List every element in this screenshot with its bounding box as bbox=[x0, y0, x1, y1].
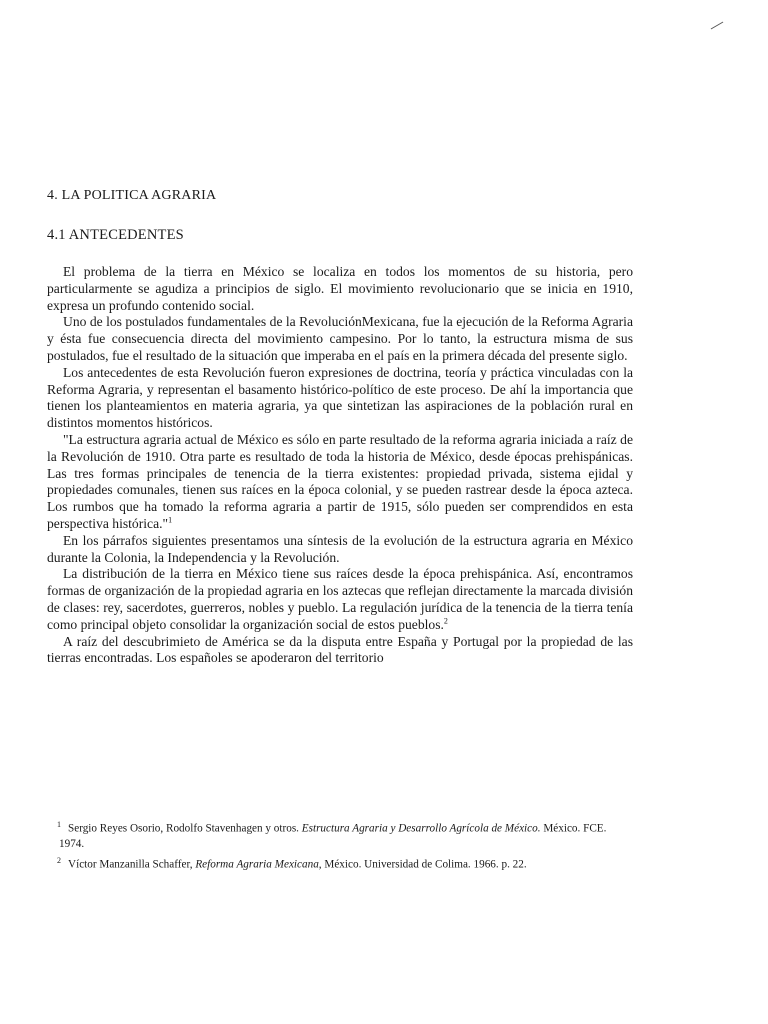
document-page bbox=[47, 0, 633, 1024]
paragraph: Uno de los postulados fundamentales de la RevoluciónMexicana, fue la ejecución de la Reforma Agraria y ésta fue consecuencia directa del movimiento campesino. Por lo tanto, la estructura misma de sus postulados, fue el resultado de la situación que imperaba en el país en la primera década del presente siglo. bbox=[47, 314, 633, 363]
paragraph: A raíz del descubrimieto de América se da la disputa entre España y Portugal por la propiedad de las tierras encontradas. Los españoles se apoderaron del territorio bbox=[47, 633, 633, 666]
footnote-number: 1 bbox=[57, 820, 61, 829]
body-text bbox=[47, 264, 633, 667]
paragraph bbox=[47, 566, 633, 633]
quote-text: "La estructura agraria actual de México es sólo en parte resultado de la reforma agraria iniciada a raíz de la Revolución de 1910. Otra parte es resultado de toda la historia de México, desde épocas prehispánicas. Las tres formas principales de tenencia de la tierra existentes: propiedad privada, sistema ejidal y propiedades comunales, tienen sus raíces en la época colonial, y se pueden rastrear desde la época azteca. Los rumbos que ha tomado la reforma agraria a partir de 1915, sólo pueden ser comprendidos en esta perspectiva histórica." bbox=[47, 431, 633, 531]
footnote-ref-1: 1 bbox=[168, 515, 173, 525]
footnote-authors: Víctor Manzanilla Schaffer, bbox=[68, 858, 196, 871]
stray-mark bbox=[711, 22, 724, 30]
footnotes bbox=[47, 817, 633, 873]
footnote-authors: Sergio Reyes Osorio, Rodolfo Stavenhagen y otros. bbox=[68, 822, 302, 835]
paragraph: En los párrafos siguientes presentamos una síntesis de la evolución de la estructura agraria en México durante la Colonia, la Independencia y la Revolución. bbox=[47, 532, 633, 565]
footnote-publisher: México. Universidad de Colima. 1966. p. 22. bbox=[321, 858, 527, 871]
section-heading: 4.1 ANTECEDENTES bbox=[47, 227, 184, 243]
footnote-title: Reforma Agraria Mexicana, bbox=[195, 858, 322, 871]
paragraph: El problema de la tierra en México se localiza en todos los momentos de su historia, pero particularmente se agudiza a principios de siglo. El movimiento revolucionario que se inicia en 1910, expresa un profundo contenido social. bbox=[47, 264, 633, 313]
footnote-number: 2 bbox=[57, 855, 61, 865]
footnote bbox=[47, 817, 633, 853]
paragraph: Los antecedentes de esta Revolución fueron expresiones de doctrina, teoría y práctica vinculadas con la Reforma Agraria, y representan el basamento histórico-político de este proceso. De ahí la importancia que tienen los planteamientos en materia agraria, ya que sintetizan las aspiraciones de la población rural en distintos momentos históricos. bbox=[47, 364, 633, 431]
paragraph-text: La distribución de la tierra en México tiene sus raíces desde la época prehispánica. Así, encontramos formas de organización de la propiedad agraria en los aztecas que reflejan directamente la marcada división de clases: rey, sacerdotes, guerreros, nobles y pueblo. La regulación jurídica de la tenencia de la tierra tenía como principal objeto consolidar la organización social de estos pueblos. bbox=[47, 566, 633, 632]
paragraph-quote bbox=[47, 432, 633, 533]
footnote-ref-2: 2 bbox=[443, 616, 448, 626]
chapter-heading: 4. LA POLITICA AGRARIA bbox=[47, 188, 217, 203]
footnote-publisher: México. FCE. 1974. bbox=[59, 822, 607, 851]
footnote bbox=[47, 853, 633, 873]
footnote-title: Estructura Agraria y Desarrollo Agrícola de México. bbox=[301, 822, 541, 835]
